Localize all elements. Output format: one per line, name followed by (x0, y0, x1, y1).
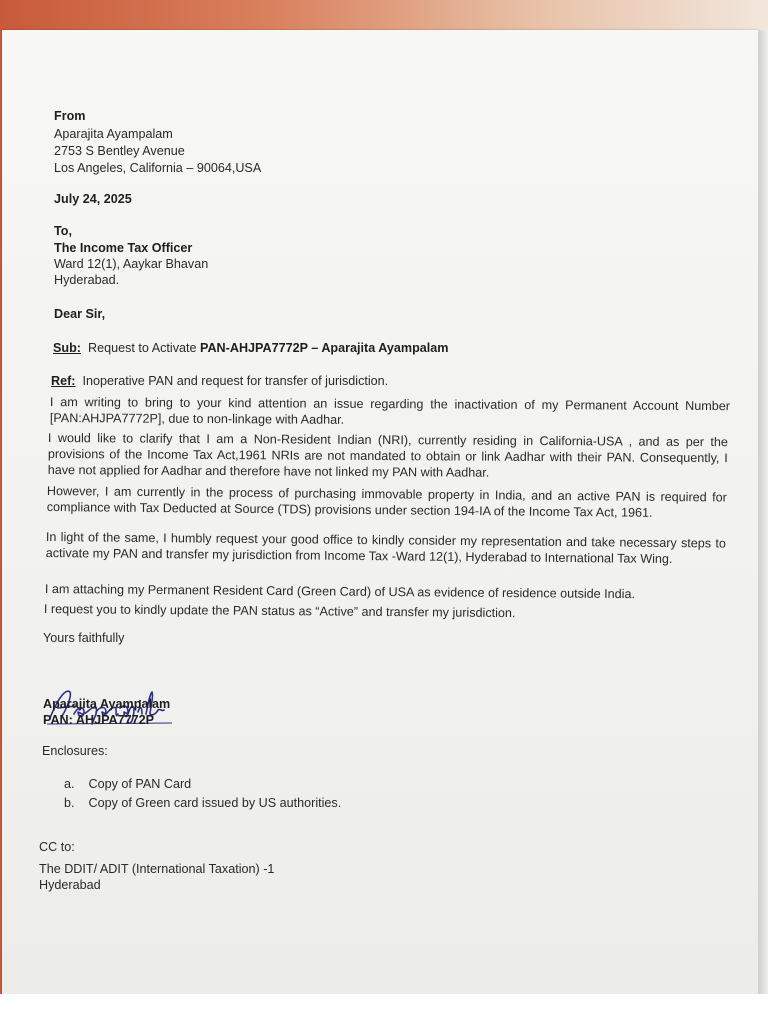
subject-pan: PAN-AHJPA7772P – Aparajita Ayampalam (200, 341, 449, 355)
enclosure-text: Copy of Green card issued by US authorities. (88, 796, 342, 810)
paragraph-update-request: I request you to kindly update the PAN status as “Active” and transfer my jurisdiction. (43, 601, 516, 621)
cc-label: CC to: (39, 840, 75, 854)
cc-line-2: Hyderabad (39, 878, 101, 892)
paragraph-intro: I am writing to bring to your kind attention an issue regarding the inactivation of my Permanent Account Number [PAN:AHJPA7772P], due to non-linkage with Aadhar. (49, 394, 730, 427)
reference-label: Ref: (51, 374, 76, 388)
paragraph-request: In light of the same, I humbly request your good office to kindly consider my representation and take necessary steps to activate my PAN and transfer my jurisdiction from Income Tax -Ward 12(1), Hyderabad to International Tax Wing. (45, 529, 726, 567)
signer-pan (43, 712, 154, 728)
cc-line-1: The DDIT/ ADIT (International Taxation) -1 (39, 862, 275, 876)
recipient-title: The Income Tax Officer (54, 241, 193, 255)
sender-address-line-2: Los Angeles, California – 90064,USA (54, 161, 262, 175)
signer-pan-text: PAN: AHJPA7772P (43, 713, 155, 727)
from-label: From (54, 109, 86, 123)
to-label: To, (54, 224, 72, 238)
paragraph-attachment: I am attaching my Permanent Resident Card (Green Card) of USA as evidence of residence outside India. (44, 581, 636, 602)
enclosure-marker: b. (64, 796, 75, 810)
recipient-address-line-1: Ward 12(1), Aaykar Bhavan (54, 257, 209, 271)
subject-label: Sub: (53, 341, 81, 355)
recipient-address-line-2: Hyderabad. (54, 273, 120, 287)
paragraph-property-purchase: However, I am currently in the process of purchasing immovable property in India, and an active PAN is required for compliance with Tax Deducted at Source (TDS) provisions under section 194-IA of the Income Tax Act, 1961. (46, 483, 727, 520)
sender-name: Aparajita Ayampalam (54, 127, 173, 141)
subject-text: Request to Activate (87, 341, 200, 355)
enclosure-item (64, 795, 341, 811)
enclosures-label: Enclosures: (42, 744, 108, 758)
subject-line (53, 340, 448, 356)
letter-page (2, 30, 758, 994)
signer-name: Aparajita Ayampalam (43, 697, 171, 711)
sender-address-line-1: 2753 S Bentley Avenue (54, 144, 185, 158)
enclosure-marker: a. (64, 777, 75, 791)
salutation: Dear Sir, (54, 307, 106, 321)
enclosure-item (64, 776, 191, 792)
letter-date: July 24, 2025 (54, 192, 132, 206)
reference-text: Inoperative PAN and request for transfer of jurisdiction. (82, 374, 389, 388)
bottom-margin (0, 994, 768, 1024)
paragraph-nri-clarification: I would like to clarify that I am a Non-Resident Indian (NRI), currently residing in California-USA , and as per the provisions of the Income Tax Act,1961 NRIs are not mandated to obtain or link Aadhar with their PAN. Consequently, I have not applied for Aadhar and therefore have not linked my PAN with Aadhar. (47, 430, 728, 480)
reference-line (51, 373, 388, 389)
closing: Yours faithfully (43, 631, 125, 645)
enclosure-text: Copy of PAN Card (88, 777, 192, 791)
